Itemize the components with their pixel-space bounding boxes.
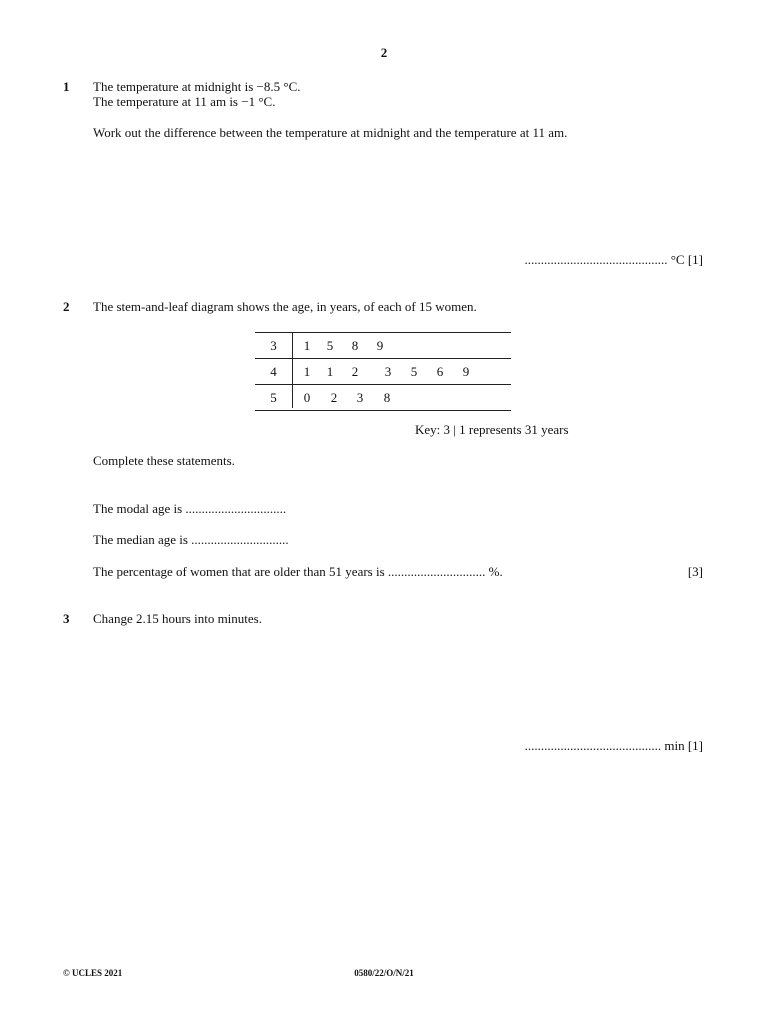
leaf-value: 8 [351,338,359,353]
leaf-value: 3 [384,364,392,379]
leaf-value: 2 [330,390,338,405]
leaf-value: 1 [326,364,334,379]
question-3-text: Change 2.15 hours into minutes. [93,611,262,626]
leaf-value: 3 [356,390,364,405]
leaf-value: 9 [376,338,384,353]
leaf-value: 6 [436,364,444,379]
question-2-marks: [3] [687,564,703,579]
stem-leaf-divider [292,332,293,408]
question-1-answer-line[interactable]: ............................................ °C [1] [524,252,703,267]
leaf-value: 0 [303,390,311,405]
question-3-number: 3 [63,611,70,626]
question-2-intro: The stem-and-leaf diagram shows the age, in years, of each of 15 women. [93,299,477,314]
question-1-line-1: The temperature at midnight is −8.5 °C. [93,79,301,94]
question-1-line-2: The temperature at 11 am is −1 °C. [93,94,276,109]
stem-leaf-row [255,384,511,411]
leaf-value: 2 [351,364,359,379]
page-number: 2 [380,45,388,60]
leaf-value: 5 [326,338,334,353]
modal-age-statement[interactable]: The modal age is ............................... [93,501,287,516]
footer-paper-code: 0580/22/O/N/21 [354,968,414,978]
stem-and-leaf-diagram [255,332,511,411]
footer-copyright: © UCLES 2021 [63,968,123,978]
stem-leaf-row [255,332,511,358]
leaf-value: 9 [462,364,470,379]
stem-leaf-row [255,358,511,384]
median-age-statement[interactable]: The median age is .............................. [93,532,289,547]
stem-value: 5 [270,390,277,405]
stem-leaf-key: Key: 3 | 1 represents 31 years [415,422,569,437]
leaf-value: 8 [383,390,391,405]
leaf-value: 1 [303,364,311,379]
leaf-value: 5 [410,364,418,379]
stem-value: 4 [270,364,277,379]
stem-value: 3 [270,338,277,353]
leaf-value: 1 [303,338,311,353]
percentage-statement[interactable]: The percentage of women that are older than 51 years is .............................. %. [93,564,503,579]
question-3-answer-line[interactable]: .......................................... min [1] [524,738,703,753]
question-2-instruction: Complete these statements. [93,453,235,468]
question-1-number: 1 [63,79,70,94]
question-2-number: 2 [63,299,70,314]
question-1-instruction: Work out the difference between the temperature at midnight and the temperature at 11 am. [93,125,568,140]
